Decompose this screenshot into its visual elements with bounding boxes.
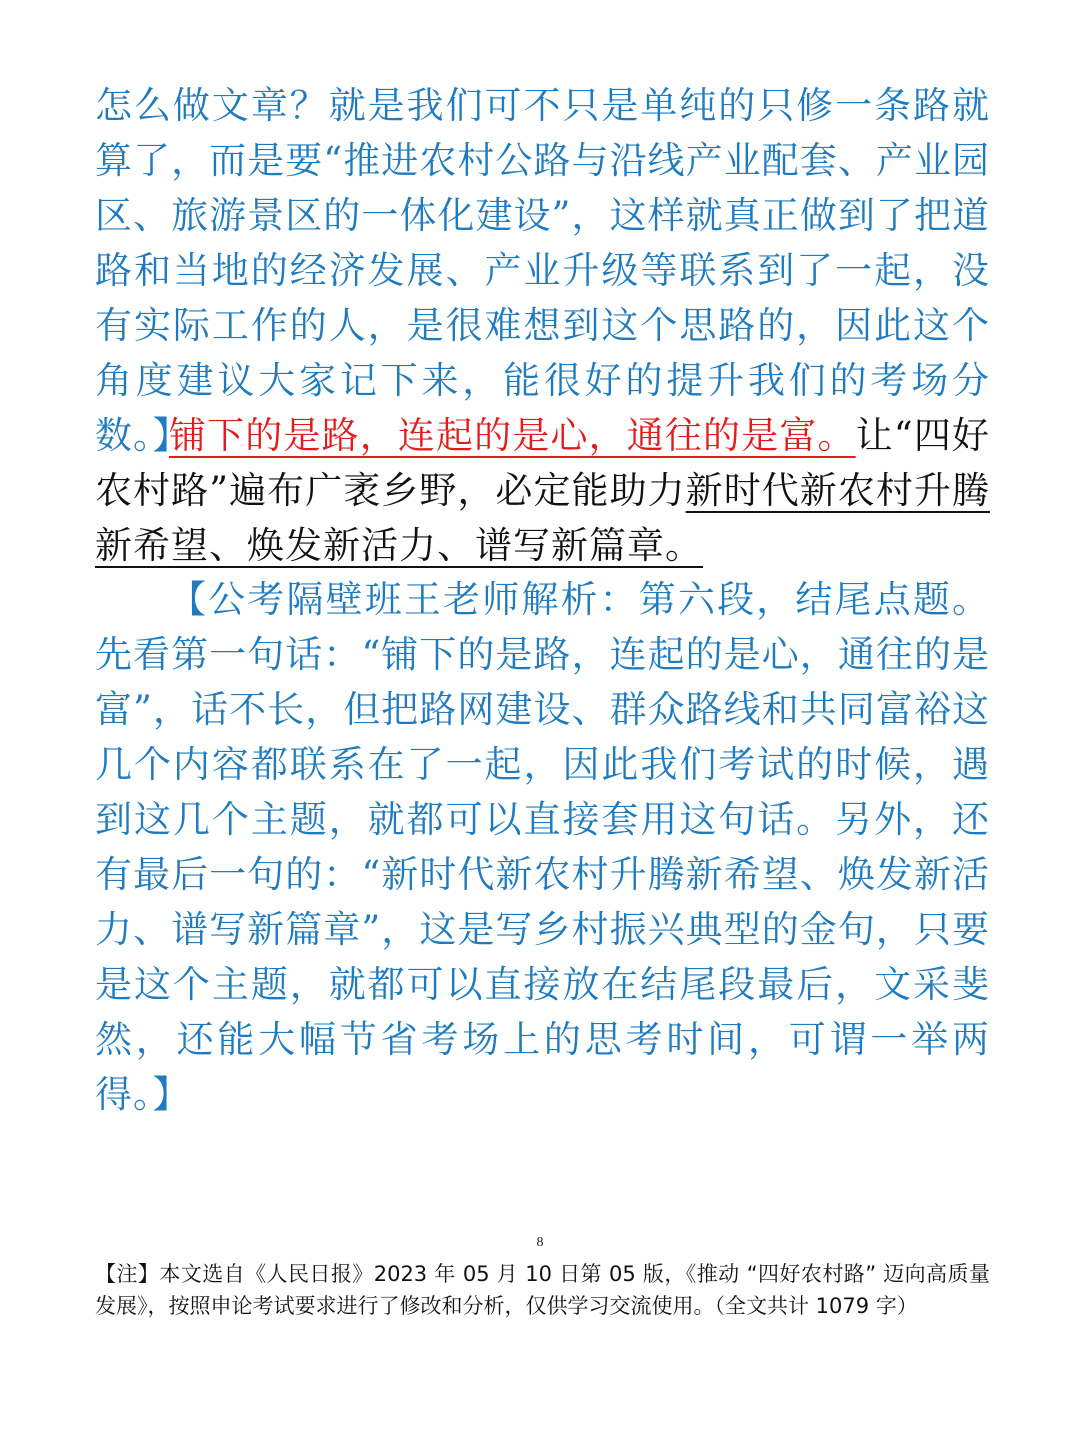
analysis-paragraph-5-end [95, 78, 990, 463]
paragraph-text: 让“四好农村路”遍布广袤乡野，必定能助力 [95, 414, 990, 512]
analysis-text: 怎么做文章？就是我们可不只是单纯的只修一条路就算了，而是要“推进农村公路与沿线产业配套、产业园区、旅游景区的一体化建设”，这样就真正做到了把道路和当地的经济发展、产业升级等联系到了一起，没有实际工作的人，是很难想到这个思路的，因此这个角度建议大家记下来，能很好的提升我们的考场分数。】 [95, 84, 990, 457]
footnote-text: 【注】本文选自《人民日报》2023 年 05 月 10 日第 05 版，《推动 “四好农村路” 迈向高质量发展》，按照申论考试要求进行了修改和分析，仅供学习交流使用。（全文共计 1079 字） [95, 1262, 990, 1318]
page-number: 8 [536, 1235, 544, 1250]
highlighted-quote: 铺下的是路，连起的是心，通往的是富。 [169, 414, 856, 457]
analysis-text: 【公考隔壁班王老师解析：第六段，结尾点题。先看第一句话：“铺下的是路，连起的是心，通往的是富”，话不长，但把路网建设、群众路线和共同富裕这几个内容都联系在了一起，因此我们考试的时候，遇到这几个主题，就都可以直接套用这句话。另外，还有最后一句的：“新时代新农村升腾新希望、焕发新活力、谱写新篇章”，这是写乡村振兴典型的金句，只要是这个主题，就都可以直接放在结尾段最后，文采斐然，还能大幅节省考场上的思考时间，可谓一举两得。】 [95, 578, 990, 1116]
footnote [95, 1258, 990, 1322]
analysis-paragraph-6 [95, 572, 990, 1122]
underlined-golden-sentence: 新时代新农村升腾新希望、焕发新活力、谱写新篇章。 [95, 469, 990, 567]
paragraph-6 [95, 408, 990, 573]
